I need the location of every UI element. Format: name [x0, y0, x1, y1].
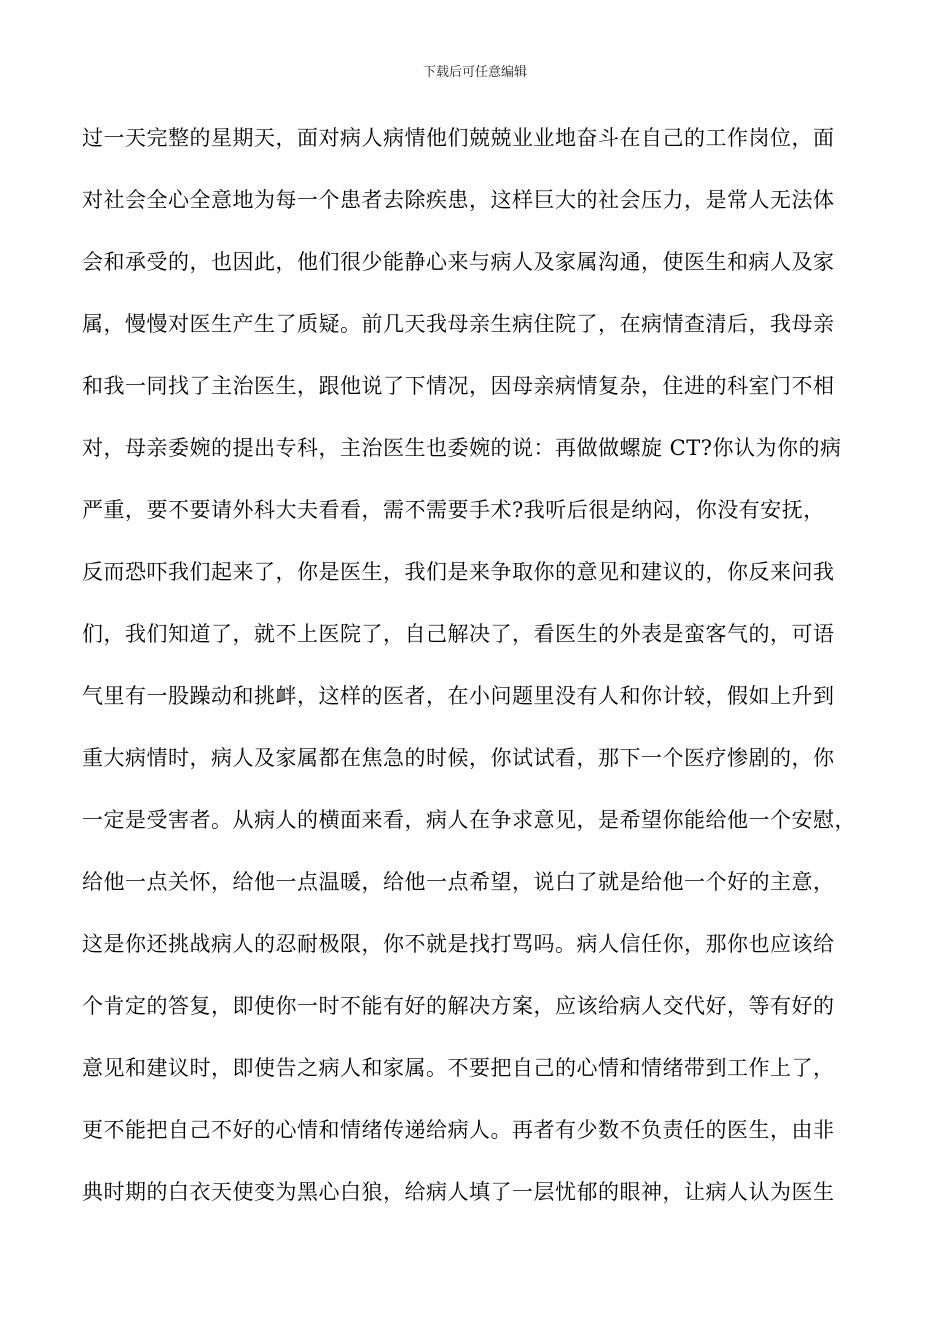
paragraph-line: 更不能把自己不好的心情和情绪传递给病人。再者有少数不负责任的医生，由非	[82, 1118, 835, 1142]
paragraph-line: 给他一点关怀，给他一点温暖，给他一点希望，说白了就是给他一个好的主意，	[82, 870, 835, 894]
paragraph-line: 个肯定的答复，即使你一时不能有好的解决方案，应该给病人交代好，等有好的	[82, 994, 835, 1018]
paragraph-line: 和我一同找了主治医生，跟他说了下情况，因母亲病情复杂，住进的科室门不相	[82, 374, 835, 398]
paragraph-line: 对，母亲委婉的提出专科，主治医生也委婉的说：再做做螺旋 CT?你认为你的病	[82, 436, 842, 460]
paragraph-line: 一定是受害者。从病人的横面来看，病人在争求意见，是希望你能给他一个安慰，	[82, 808, 856, 832]
paragraph-line: 们，我们知道了，就不上医院了，自己解决了，看医生的外表是蛮客气的，可语	[82, 622, 835, 646]
paragraph-line: 典时期的白衣天使变为黑心白狼，给病人填了一层忧郁的眼神，让病人认为医生	[82, 1180, 835, 1204]
paragraph-line: 过一天完整的星期天，面对病人病情他们兢兢业业地奋斗在自己的工作岗位，面	[82, 126, 835, 150]
paragraph-line: 反而恐吓我们起来了，你是医生，我们是来争取你的意见和建议的，你反来问我	[82, 560, 835, 584]
paragraph-line: 属，慢慢对医生产生了质疑。前几天我母亲生病住院了，在病情查清后，我母亲	[82, 312, 835, 336]
paragraph-line: 严重，要不要请外科大夫看看，需不需要手术?我听后很是纳闷，你没有安抚，	[82, 498, 825, 522]
paragraph-line: 会和承受的，也因此，他们很少能静心来与病人及家属沟通，使医生和病人及家	[82, 250, 835, 274]
paragraph-line: 重大病情时，病人及家属都在焦急的时候，你试试看，那下一个医疗惨剧的，你	[82, 746, 835, 770]
paragraph-line: 气里有一股躁动和挑衅，这样的医者，在小问题里没有人和你计较，假如上升到	[82, 684, 835, 708]
paragraph-line: 对社会全心全意地为每一个患者去除疾患，这样巨大的社会压力，是常人无法体	[82, 188, 835, 212]
paragraph-line: 这是你还挑战病人的忍耐极限，你不就是找打骂吗。病人信任你，那你也应该给	[82, 932, 835, 956]
download-note: 下载后可任意编辑	[422, 65, 527, 80]
document-body	[82, 112, 882, 1228]
paragraph-line: 意见和建议时，即使告之病人和家属。不要把自己的心情和情绪带到工作上了，	[82, 1056, 835, 1080]
